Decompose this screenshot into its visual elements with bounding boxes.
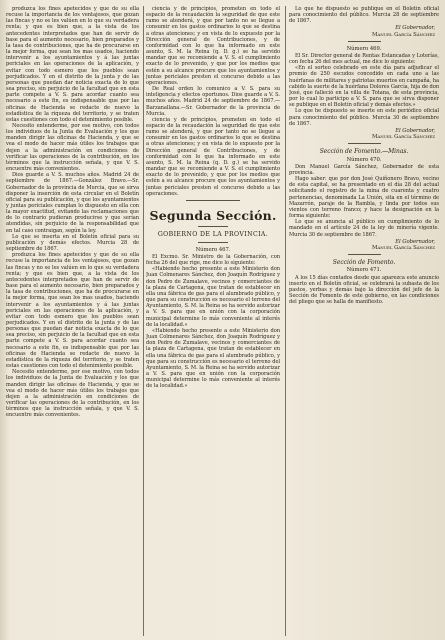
col3-paragraph: «En el sorteo celebrado en este día para adjudicar el premio de 250 escudos concedido en cada uno a las huérfanas de militares y patriotas muertos en campaña, ha cabido la suerte de la huérfana Dolores García, hija de don José, que falleció en la villa de Totana, de esta provincia, por lo cual lo participo a V. S. para que se sirva disponer se publique en el Boletín oficial y demás efectos.» bbox=[289, 65, 439, 109]
column-1 bbox=[6, 6, 139, 636]
col3-paragraph: Hago saber: que por don José Quiñonero Bravo, vecino de esta capital, se ha presentado en el día 28 del actual solicitando el registro de la mina de cuarenta y cuatro pertenencias, denominada La Unión, sita en el término de Mazarrón, paraje de la Rambla, y linda por todos sus vientos con terreno franco; y hace la designación en la forma siguiente: bbox=[289, 176, 439, 220]
col3-paragraph: Lo que he dispuesto se publique en el Boletín oficial para conocimiento del público. Murcia 28 de septiembre de 1867. bbox=[289, 6, 439, 25]
separator-line bbox=[198, 226, 227, 227]
signature-title: El Gobernador, bbox=[395, 127, 435, 134]
col1-paragraph: Necesito entenderme, por ese motivo, con todos los individuos de la Junta de Evaluación y los que manden dirigir las oficinas de Hacienda, y que se vea el modo de hacer más útiles los trabajos que dejen a la administración en condiciones de verificar las operaciones de la contribución, en los términos que la instrucción señala, y que V. S. encuentre más convenientes. bbox=[6, 369, 139, 419]
col2-paragraph: ciencia y de principios, prometen en todo el espacio de la recaudación la seguridad de que este ramo se atenderá, y que por tanto no se llegue a consumir en los gastos ordinarios lo que se destina a otras atenciones; y en vista de lo expuesto por la Dirección general de Contribuciones, y de conformidad con lo que ha informado en este asunto, S. M. la Reina (q. D. g.) se ha servido mandar que se recomiende a V. S. el cumplimiento exacto de lo prevenido, y que por los medios que estén a su alcance procure que los ayuntamientos y juntas periciales presten el concurso debido a las operaciones. bbox=[146, 116, 280, 197]
section-italic-heading: Sección de Fomento.—Minas. bbox=[319, 148, 409, 156]
col3-paragraph: Lo que he dispuesto se inserte en este periódico oficial para conocimiento del público. Murcia 30 de septiembre de 1867. bbox=[289, 108, 439, 127]
section-heading: Segunda Sección. bbox=[149, 207, 277, 223]
section-italic-heading: Sección de Fomento. bbox=[332, 258, 396, 266]
col1-paragraph: Lo que se inserta en el Boletín oficial para su publicación y demás efectos. Murcia 28 de septiembre de 1867. bbox=[6, 233, 139, 253]
signature-title: El Gobernador, bbox=[395, 238, 435, 245]
item-number: Número 469. bbox=[346, 45, 382, 52]
columns-container bbox=[6, 6, 439, 636]
separator-line bbox=[348, 143, 381, 144]
signature-name: Manuel García Sánchez bbox=[371, 31, 435, 38]
column-divider bbox=[285, 6, 286, 636]
item-number: Número 467. bbox=[195, 246, 231, 253]
separator-line bbox=[348, 41, 381, 42]
section-subheading: GOBIERNO DE LA PROVINCIA. bbox=[157, 230, 269, 238]
col3-paragraph: A los 15 días contados desde que aparezca este anuncio inserto en el Boletín oficial, se celebrará la subasta de los pastos, yerbas y demás bajo la dirección del jefe de la Sección de Fomento de este gobierno, en las condiciones del pliego que se halla de manifiesto. bbox=[289, 274, 439, 306]
column-2 bbox=[146, 6, 280, 636]
col1-paragraph: produzca los fines apetecidos y que de su ella recuse la importancia de los ventajosos, que gozan las fincas y no se les valúen en lo que su verdadera renta; y que es bien que, a la vista de los antecedentes interpretados que han de servir de base para el aumento necesario, bien preparados y la tasa de contribuciones, que ha de procurarse en la mejor forma, que sean los mas usados, haciendo intervenir a los ayuntamientos y á las juntas periciales en las operaciones de la aplicación, y evitar con todo esmero que los pueblos sean perjudicados. Y en el distrito de la junta y de las personas que puedan dar noticia exacta de lo que sea preciso, sin perjuicio de la facultad que en esta parte compete a V. S. para acordar cuanto sea necesario a este fin, es indispensable que por las oficinas de Hacienda se redacte de nuevo la estadística de la riqueza del territorio, y se traten estas cuestiones con todo el detenimiento posible. bbox=[6, 6, 139, 123]
col2-paragraph: De Real orden lo comunico a V. S. para su inteligencia y efectos oportunos. Dios guarde a V. S. muchos años. Madrid 24 de septiembre de 1867.—Barzanallana.—Sr. Gobernador de la provincia de Murcia. bbox=[146, 86, 280, 117]
separator-line bbox=[348, 254, 381, 255]
signature-name: Manuel García Sánchez bbox=[371, 244, 435, 251]
col3-paragraph: Don Manuel García Sánchez, Gobernador de esta provincia. bbox=[289, 163, 439, 176]
col1-paragraph: produzca los fines apetecidos y que de su ella recuse la importancia de los ventajosos, que gozan las fincas y no se les valúen en lo que su verdadera renta; y que es bien que, a la vista de los antecedentes interpretados que han de servir de base para el aumento necesario, bien preparados y la tasa de contribuciones, que ha de procurarse en la mejor forma, que sean los mas usados, haciendo intervenir a los ayuntamientos y á las juntas periciales en las operaciones de la aplicación, y evitar con todo esmero que los pueblos sean perjudicados. Y en el distrito de la junta y de las personas que puedan dar noticia exacta de lo que sea preciso, sin perjuicio de la facultad que en esta parte compete a V. S. para acordar cuanto sea necesario a este fin, es indispensable que por las oficinas de Hacienda se redacte de nuevo la estadística de la riqueza del territorio, y se traten estas cuestiones con todo el detenimiento posible. bbox=[6, 252, 139, 370]
separator-line bbox=[186, 200, 240, 201]
column-3 bbox=[289, 6, 439, 636]
item-number: Número 470. bbox=[346, 156, 382, 163]
col2-paragraph: «Habiendo hecho presente a este Ministerio don Juan Colmenares Sánchez, don Joaquín Rodríguez y don Pedro de Zumalave, vecinos y comerciantes de la plaza de Cartagena, que tratan de establecer en ella una fábrica de gas para el alumbrado público, y que para su construcción es necesario el terreno del Ayuntamiento, S. M. la Reina se ha servido autorizar a V. S. para que en unión con la corporación municipal determine lo más conveniente al interés de la localidad.» bbox=[146, 327, 280, 390]
col3-paragraph: El Sr. Director general de Rentas Estancadas y Loterías, con fecha 26 del mes actual, me dice lo siguiente: bbox=[289, 52, 439, 66]
item-number: Número 471. bbox=[346, 267, 382, 274]
col2-paragraph: El Excmo. Sr. Ministro de la Gobernación, con fecha 26 del que rige, me dice lo siguiente: bbox=[146, 254, 280, 267]
col1-paragraph: Necesito entenderme, por ese motivo, con todos los individuos de la Junta de Evaluación y los que manden dirigir las oficinas de Hacienda, y que se vea el modo de hacer más útiles los trabajos que dejen a la administración en condiciones de verificar las operaciones de la contribución, en los términos que la instrucción señala, y que V. S. encuentre más convenientes. bbox=[6, 122, 139, 173]
separator-line bbox=[198, 242, 227, 243]
col2-paragraph: «Habiendo hecho presente a este Ministerio don Juan Colmenares Sánchez, don Joaquín Rodríguez y don Pedro de Zumalave, vecinos y comerciantes de la plaza de Cartagena, que tratan de establecer en ella una fábrica de gas para el alumbrado público, y que para su construcción es necesario el terreno del Ayuntamiento, S. M. la Reina se ha servido autorizar a V. S. para que en unión con la corporación municipal determine lo más conveniente al interés de la localidad.» bbox=[146, 266, 280, 328]
col1-paragraph: Dios guarde a V. S. muchos años. Madrid 24 de septiembre de 1867.—González Bravo.—Sr. Gobernador de la provincia de Murcia, que se sirva disponer la inserción de esta circular en el Boletín oficial para su publicación, y que los ayuntamientos y juntas periciales cumplan lo dispuesto en ella con la mayor exactitud, evitando las reclamaciones que de lo contrario pudieran producirse y que serían atendidas, sin perjuicio de la responsabilidad que en tal caso contraigan, según la ley. bbox=[6, 172, 139, 234]
col3-paragraph: Lo que se anuncia al público en cumplimiento de lo mandado en el artículo 24 de la ley de minería vigente. Murcia 30 de septiembre de 1867. bbox=[289, 219, 439, 238]
col2-paragraph: ciencia y de principios, prometen en todo el espacio de la recaudación la seguridad de que este ramo se atenderá, y que por tanto no se llegue a consumir en los gastos ordinarios lo que se destina a otras atenciones; y en vista de lo expuesto por la Dirección general de Contribuciones, y de conformidad con lo que ha informado en este asunto, S. M. la Reina (q. D. g.) se ha servido mandar que se recomiende a V. S. el cumplimiento exacto de lo prevenido, y que por los medios que estén a su alcance procure que los ayuntamientos y juntas periciales presten el concurso debido a las operaciones. bbox=[146, 6, 280, 86]
signature-name: Manuel García Sánchez bbox=[371, 133, 435, 140]
signature-title: El Gobernador, bbox=[395, 25, 435, 32]
column-divider bbox=[143, 6, 144, 636]
